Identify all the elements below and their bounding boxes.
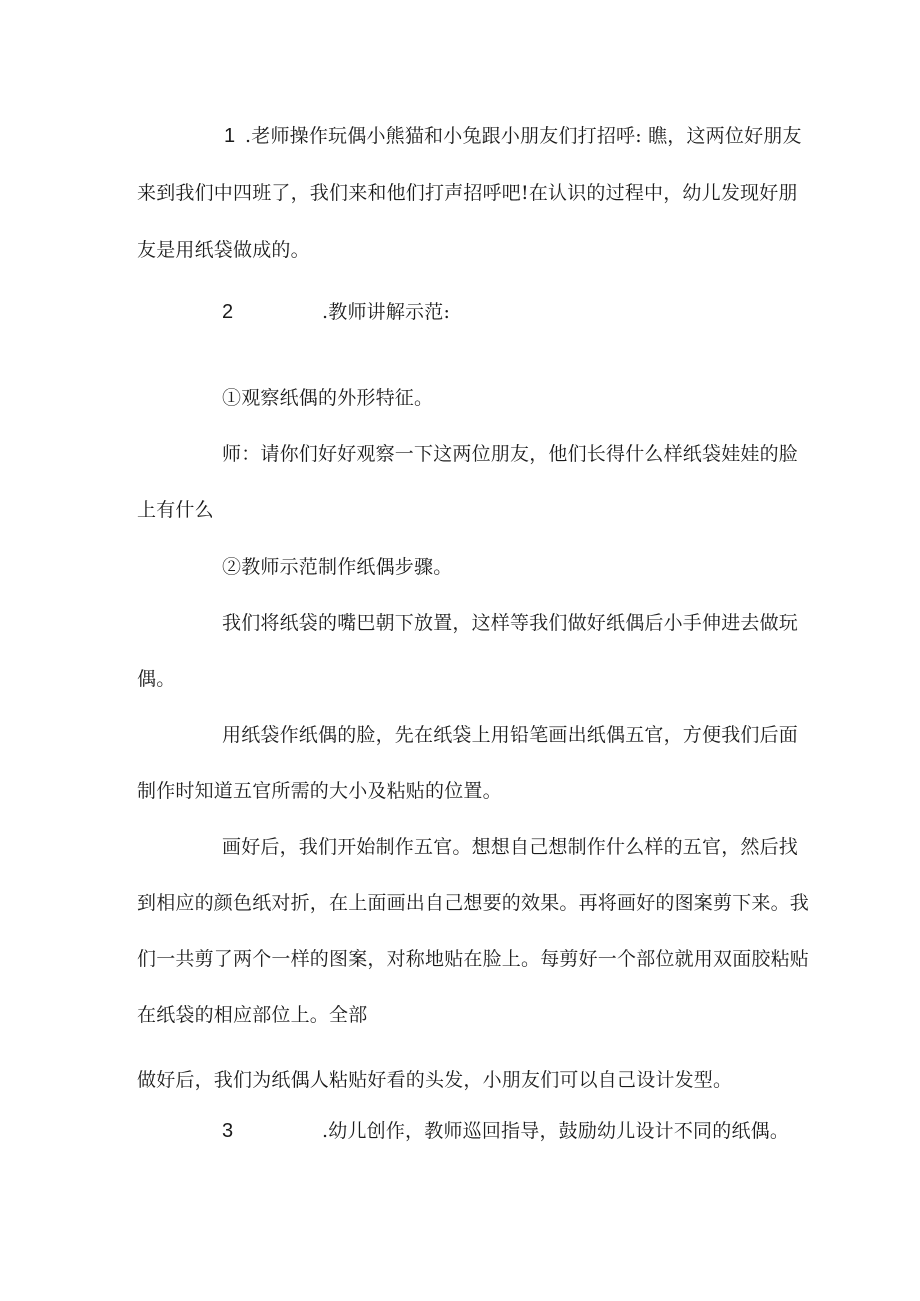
step-2-p1-line-1: 我们将纸袋的嘴巴朝下放置，这样等我们做好纸偶后小手伸进去做玩: [222, 612, 799, 634]
step-1-line-2: 上有什么: [137, 499, 214, 521]
item-2-heading: .教师讲解示范:: [322, 301, 451, 323]
step-2-p3-line-3: 们一共剪了两个一样的图案，对称地贴在脸上。每剪好一个部位就用双面胶粘贴: [137, 948, 810, 970]
step-2-p3-line-2: 到相应的颜色纸对折，在上面画出自己想要的效果。再将画好的图案剪下来。我: [137, 892, 810, 914]
step-2-p1-line-2: 偶。: [137, 668, 176, 690]
step-2-p2-line-2: 制作时知道五官所需的大小及粘贴的位置。: [137, 780, 502, 802]
item-1-line-1: .老师操作玩偶小熊猫和小兔跟小朋友们打招呼: 瞧，这两位好朋友: [245, 125, 802, 147]
step-2-p2-line-1: 用纸袋作纸偶的脸，先在纸袋上用铅笔画出纸偶五官，方便我们后面: [222, 724, 799, 746]
step-2-p3-line-4: 在纸袋的相应部位上。全部: [137, 1004, 368, 1026]
item-1-line-2: 来到我们中四班了，我们来和他们打声招呼吧!在认识的过程中，幼儿发现好朋: [137, 182, 798, 204]
step-2-title: ②教师示范制作纸偶步骤。: [222, 556, 453, 578]
item-2-number: 2: [222, 301, 234, 323]
item-1-line-3: 友是用纸袋做成的。: [137, 239, 310, 261]
step-2-p3-line-1: 画好后，我们开始制作五官。想想自己想制作什么样的五官，然后找: [222, 836, 799, 858]
item-3-number: 3: [222, 1120, 234, 1142]
item-3-text: .幼儿创作，教师巡回指导，鼓励幼儿设计不同的纸偶。: [322, 1120, 790, 1142]
step-2-p4-line-1: 做好后，我们为纸偶人粘贴好看的头发，小朋友们可以自己设计发型。: [137, 1069, 733, 1091]
item-1-number: 1: [224, 125, 236, 147]
step-1-title: ①观察纸偶的外形特征。: [222, 387, 434, 409]
step-1-line-1: 师：请你们好好观察一下这两位朋友，他们长得什么样纸袋娃娃的脸: [222, 443, 799, 465]
